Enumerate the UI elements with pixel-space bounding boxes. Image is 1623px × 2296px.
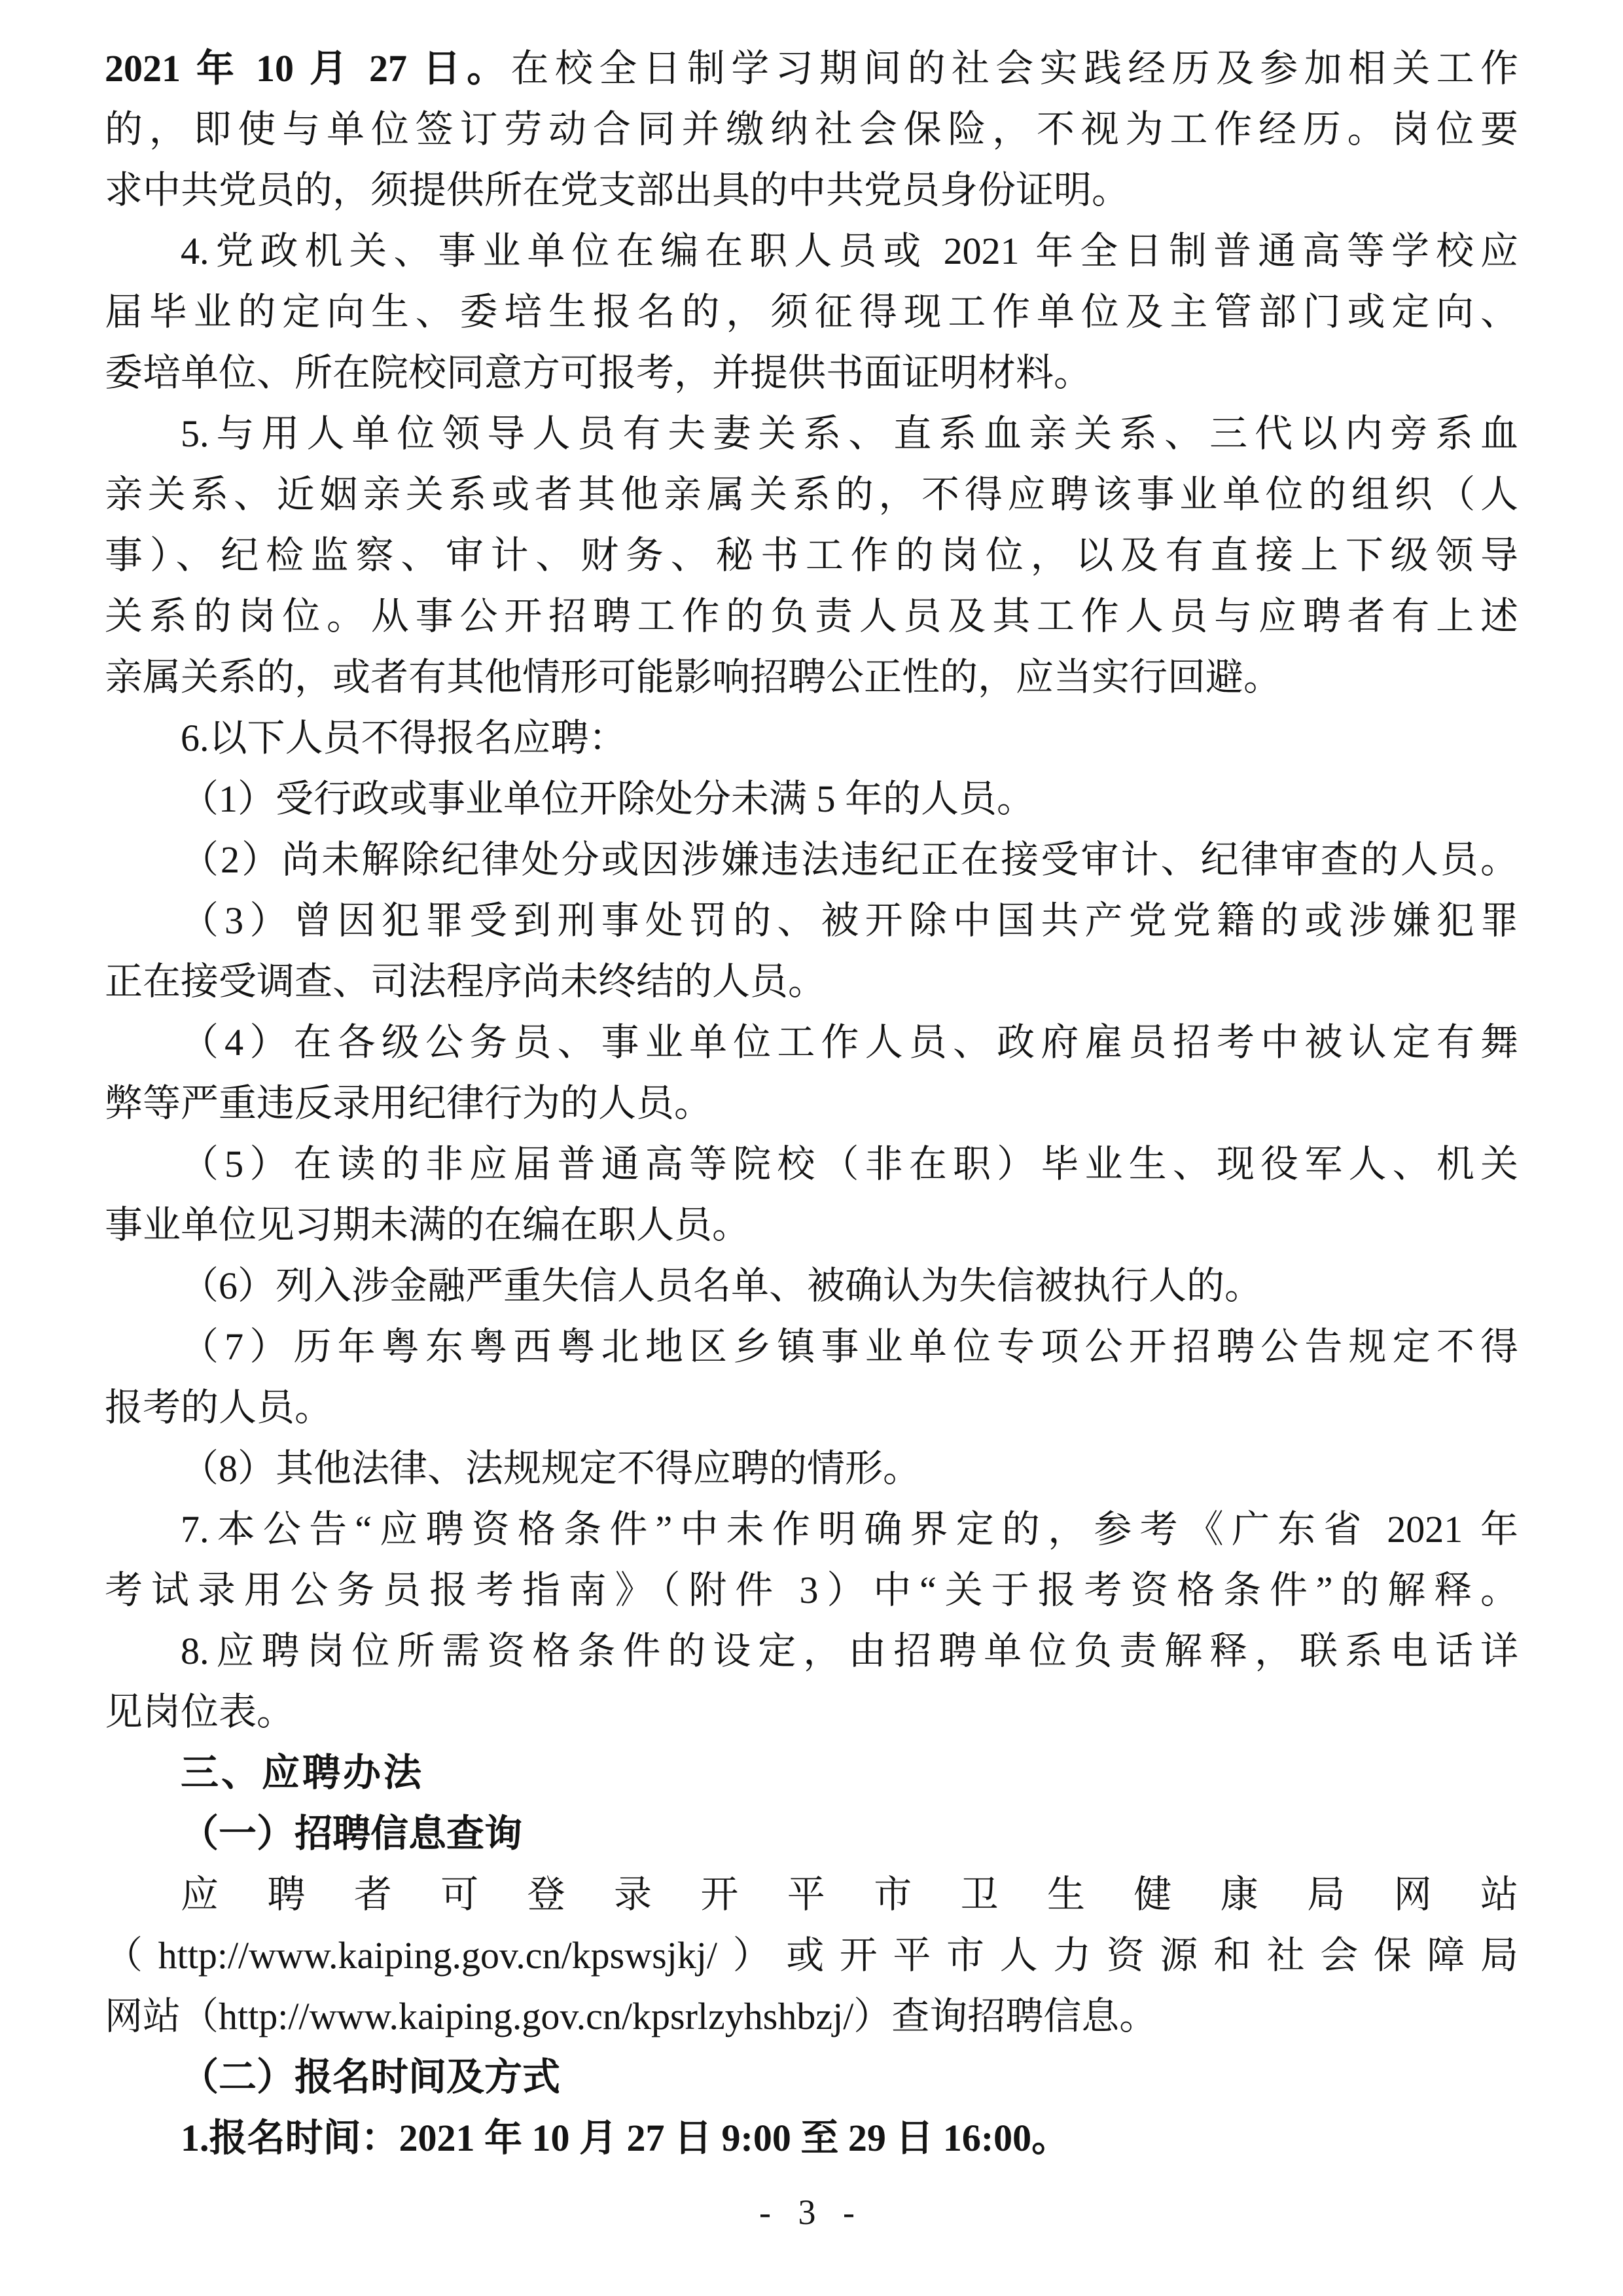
text-line	[105, 38, 1518, 99]
text-content	[105, 38, 1518, 2242]
text-line: 事业单位见习期未满的在编在职人员。	[105, 1204, 751, 1246]
text-line: 关系的岗位。从事公开招聘工作的负责人员及其工作人员与应聘者有上述	[105, 595, 1518, 637]
text-line: 事）、纪检监察、审计、财务、秘书工作的岗位，以及有直接上下级领导	[105, 534, 1518, 577]
text-line: 6.以下人员不得报名应聘：	[181, 717, 627, 759]
text-line: 弊等严重违反录用纪律行为的人员。	[105, 1082, 713, 1124]
text-line: 5.与用人单位领导人员有夫妻关系、直系血亲关系、三代以内旁系血	[181, 412, 1518, 455]
text-line: 届毕业的定向生、委培生报名的，须征得现工作单位及主管部门或定向、	[105, 291, 1518, 333]
sub-heading: （一）招聘信息查询	[181, 1812, 523, 1855]
text-line: （3）曾因犯罪受到刑事处罚的、被开除中国共产党党籍的或涉嫌犯罪	[181, 899, 1518, 942]
text-line: 考试录用公务员报考指南》（附件 3）中“关于报考资格条件”的解释。	[105, 1569, 1518, 1611]
page-number: - 3 -	[759, 2193, 864, 2232]
section-heading: 三、应聘办法	[181, 1751, 425, 1794]
text-line: 4.党政机关、事业单位在编在职人员或 2021 年全日制普通高等学校应	[181, 230, 1518, 272]
text-line: 亲属关系的，或者有其他情形可能影响招聘公正性的，应当实行回避。	[105, 656, 1282, 698]
text-line: （2）尚未解除纪律处分或因涉嫌违法违纪正在接受审计、纪律审查的人员。	[181, 838, 1518, 881]
text-line: （7）历年粤东粤西粤北地区乡镇事业单位专项公开招聘公告规定不得	[181, 1325, 1518, 1368]
text-line: 求中共党员的，须提供所在党支部出具的中共党员身份证明。	[105, 169, 1130, 211]
text-line: 报考的人员。	[105, 1386, 333, 1429]
text-line: 的，即使与单位签订劳动合同并缴纳社会保险，不视为工作经历。岗位要	[105, 108, 1518, 151]
sub-heading: （二）报名时间及方式	[181, 2056, 561, 2098]
text-line: 1.报名时间：2021 年 10 月 27 日 9:00 至 29 日 16:00。	[181, 2117, 1070, 2159]
text-line: （6）列入涉金融严重失信人员名单、被确认为失信被执行人的。	[181, 1265, 1263, 1307]
text-line: （4）在各级公务员、事业单位工作人员、政府雇员招考中被认定有舞	[181, 1021, 1518, 1064]
bold-date-text: 2021 年 10 月 27 日。	[105, 47, 511, 90]
text-line: 网站（http://www.kaiping.gov.cn/kpsrlzyhshbzj/）查询招聘信息。	[105, 1995, 1158, 2037]
text-line: （5）在读的非应届普通高等院校（非在职）毕业生、现役军人、机关	[181, 1143, 1518, 1185]
text-line: 应聘者可登录开平市卫生健康局网站	[181, 1873, 1518, 1916]
text-line: 7.本公告“应聘资格条件”中未作明确界定的，参考《广东省 2021 年	[181, 1508, 1518, 1551]
text-line: 委培单位、所在院校同意方可报考，并提供书面证明材料。	[105, 351, 1092, 394]
line-text: 在校全日制学习期间的社会实践经历及参加相关工作	[510, 47, 1518, 90]
text-line: 8.应聘岗位所需资格条件的设定，由招聘单位负责解释，联系电话详	[181, 1630, 1518, 1672]
text-line: （8）其他法律、法规规定不得应聘的情形。	[181, 1447, 921, 1490]
text-line: （1）受行政或事业单位开除处分未满 5 年的人员。	[181, 778, 1035, 820]
text-line: 正在接受调查、司法程序尚未终结的人员。	[105, 960, 827, 1003]
text-line: （http://www.kaiping.gov.cn/kpswsjkj/）或开平市人力资源和社会保障局	[105, 1934, 1518, 1977]
text-line: 亲关系、近姻亲关系或者其他亲属关系的，不得应聘该事业单位的组织（人	[105, 473, 1518, 516]
text-line: 见岗位表。	[105, 1691, 295, 1733]
